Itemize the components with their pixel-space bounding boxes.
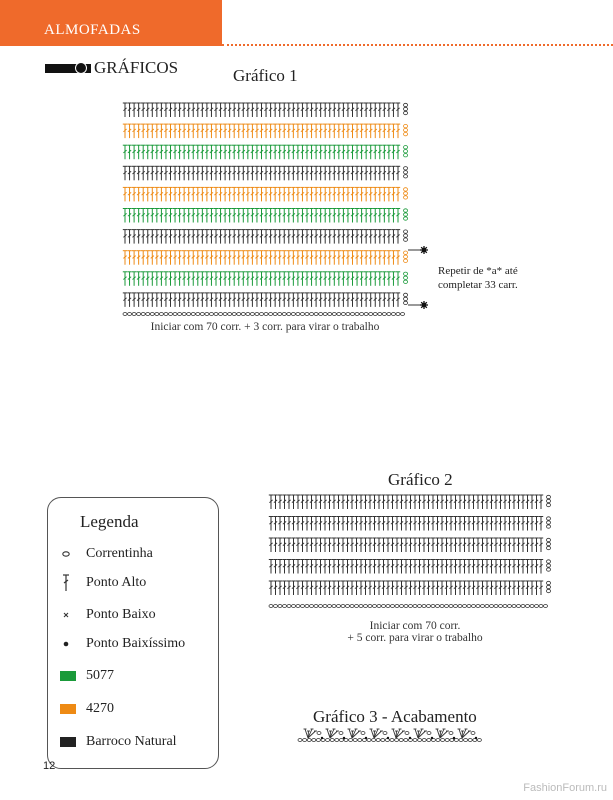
legend-label: Ponto Baixíssimo	[86, 636, 186, 651]
chart1-note-line1: Repetir de *a* até	[438, 265, 518, 277]
section-title: GRÁFICOS	[94, 58, 179, 77]
shell-stitch	[326, 729, 346, 739]
legend-title: Legenda	[80, 512, 139, 531]
orange-swatch	[60, 704, 76, 714]
legend-item-ponto-baixo	[58, 605, 218, 625]
chain-stitch	[326, 739, 330, 742]
shell-stitch	[348, 729, 368, 739]
legend-label: Ponto Baixo	[86, 607, 156, 622]
chart1-note-line2: completar 33 carr.	[438, 279, 518, 291]
chart2-caption-line2: + 5 corr. para virar o trabalho	[347, 632, 483, 644]
chart3-title: Gráfico 3 - Acabamento	[313, 707, 477, 726]
page-number: 12	[43, 760, 56, 772]
legend-item-color-barroco-natural	[58, 732, 218, 752]
chain-stitch	[335, 739, 339, 742]
legend-item-correntinha	[58, 544, 218, 564]
chain-stitch	[330, 739, 334, 742]
chain-stitch	[445, 739, 449, 742]
chain-stitch	[436, 739, 440, 742]
legend-box	[47, 497, 219, 769]
chain-stitch	[468, 739, 472, 742]
double-crochet-icon	[58, 573, 80, 593]
chain-stitch	[312, 739, 316, 742]
chain-stitch	[395, 739, 399, 742]
chain-stitch	[454, 739, 458, 742]
chain-stitch	[418, 739, 422, 742]
shell-stitch	[370, 729, 390, 739]
chain-stitch	[427, 739, 431, 742]
legend-item-color-5077	[58, 666, 218, 686]
chart1-title: Gráfico 1	[233, 66, 298, 85]
single-crochet-icon	[58, 605, 80, 625]
green-swatch	[60, 671, 76, 681]
slip-stitch-icon	[58, 634, 80, 654]
chain-stitch	[367, 739, 371, 742]
shell-stitch	[458, 729, 478, 739]
chain-stitch	[307, 739, 311, 742]
watermark: FashionForum.ru	[523, 782, 607, 794]
legend-item-ponto-alto	[58, 573, 218, 593]
chain-stitch	[349, 739, 353, 742]
legend-label: Correntinha	[86, 546, 153, 561]
shell-stitch	[436, 729, 456, 739]
chart2-title: Gráfico 2	[388, 470, 453, 489]
chain-stitch	[376, 739, 380, 742]
chain-stitch	[372, 739, 376, 742]
legend-label: 4270	[86, 701, 114, 716]
chain-stitch	[404, 739, 408, 742]
chain-stitch	[316, 739, 320, 742]
chain-stitch	[441, 739, 445, 742]
legend-item-ponto-baixissimo	[58, 634, 218, 654]
chain-stitch	[303, 739, 307, 742]
chain-stitch	[477, 739, 481, 742]
chain-stitch	[422, 739, 426, 742]
section-header-title: ALMOFADAS	[44, 22, 141, 38]
chain-stitch	[353, 739, 357, 742]
chain-stitch	[459, 739, 463, 742]
legend-label: 5077	[86, 668, 114, 683]
shell-stitch	[414, 729, 434, 739]
chain-stitch	[298, 739, 302, 742]
legend-item-color-4270	[58, 699, 218, 719]
chain-stitch	[450, 739, 454, 742]
chain-stitch	[390, 739, 394, 742]
legend-label: Ponto Alto	[86, 575, 147, 590]
chain-stitch	[464, 739, 468, 742]
legend-label: Barroco Natural	[86, 734, 177, 749]
chain-stitch-icon	[58, 544, 80, 564]
shell-stitch	[304, 729, 324, 739]
shell-stitch	[392, 729, 412, 739]
chart2-caption-line1: Iniciar com 70 corr.	[369, 620, 461, 632]
black-swatch	[60, 737, 76, 747]
chain-stitch	[413, 739, 417, 742]
chain-stitch	[339, 739, 343, 742]
chain-stitch	[399, 739, 403, 742]
chart1-caption: Iniciar com 70 corr. + 3 corr. para virar o trabalho	[150, 321, 380, 333]
chain-stitch	[381, 739, 385, 742]
chain-stitch	[358, 739, 362, 742]
